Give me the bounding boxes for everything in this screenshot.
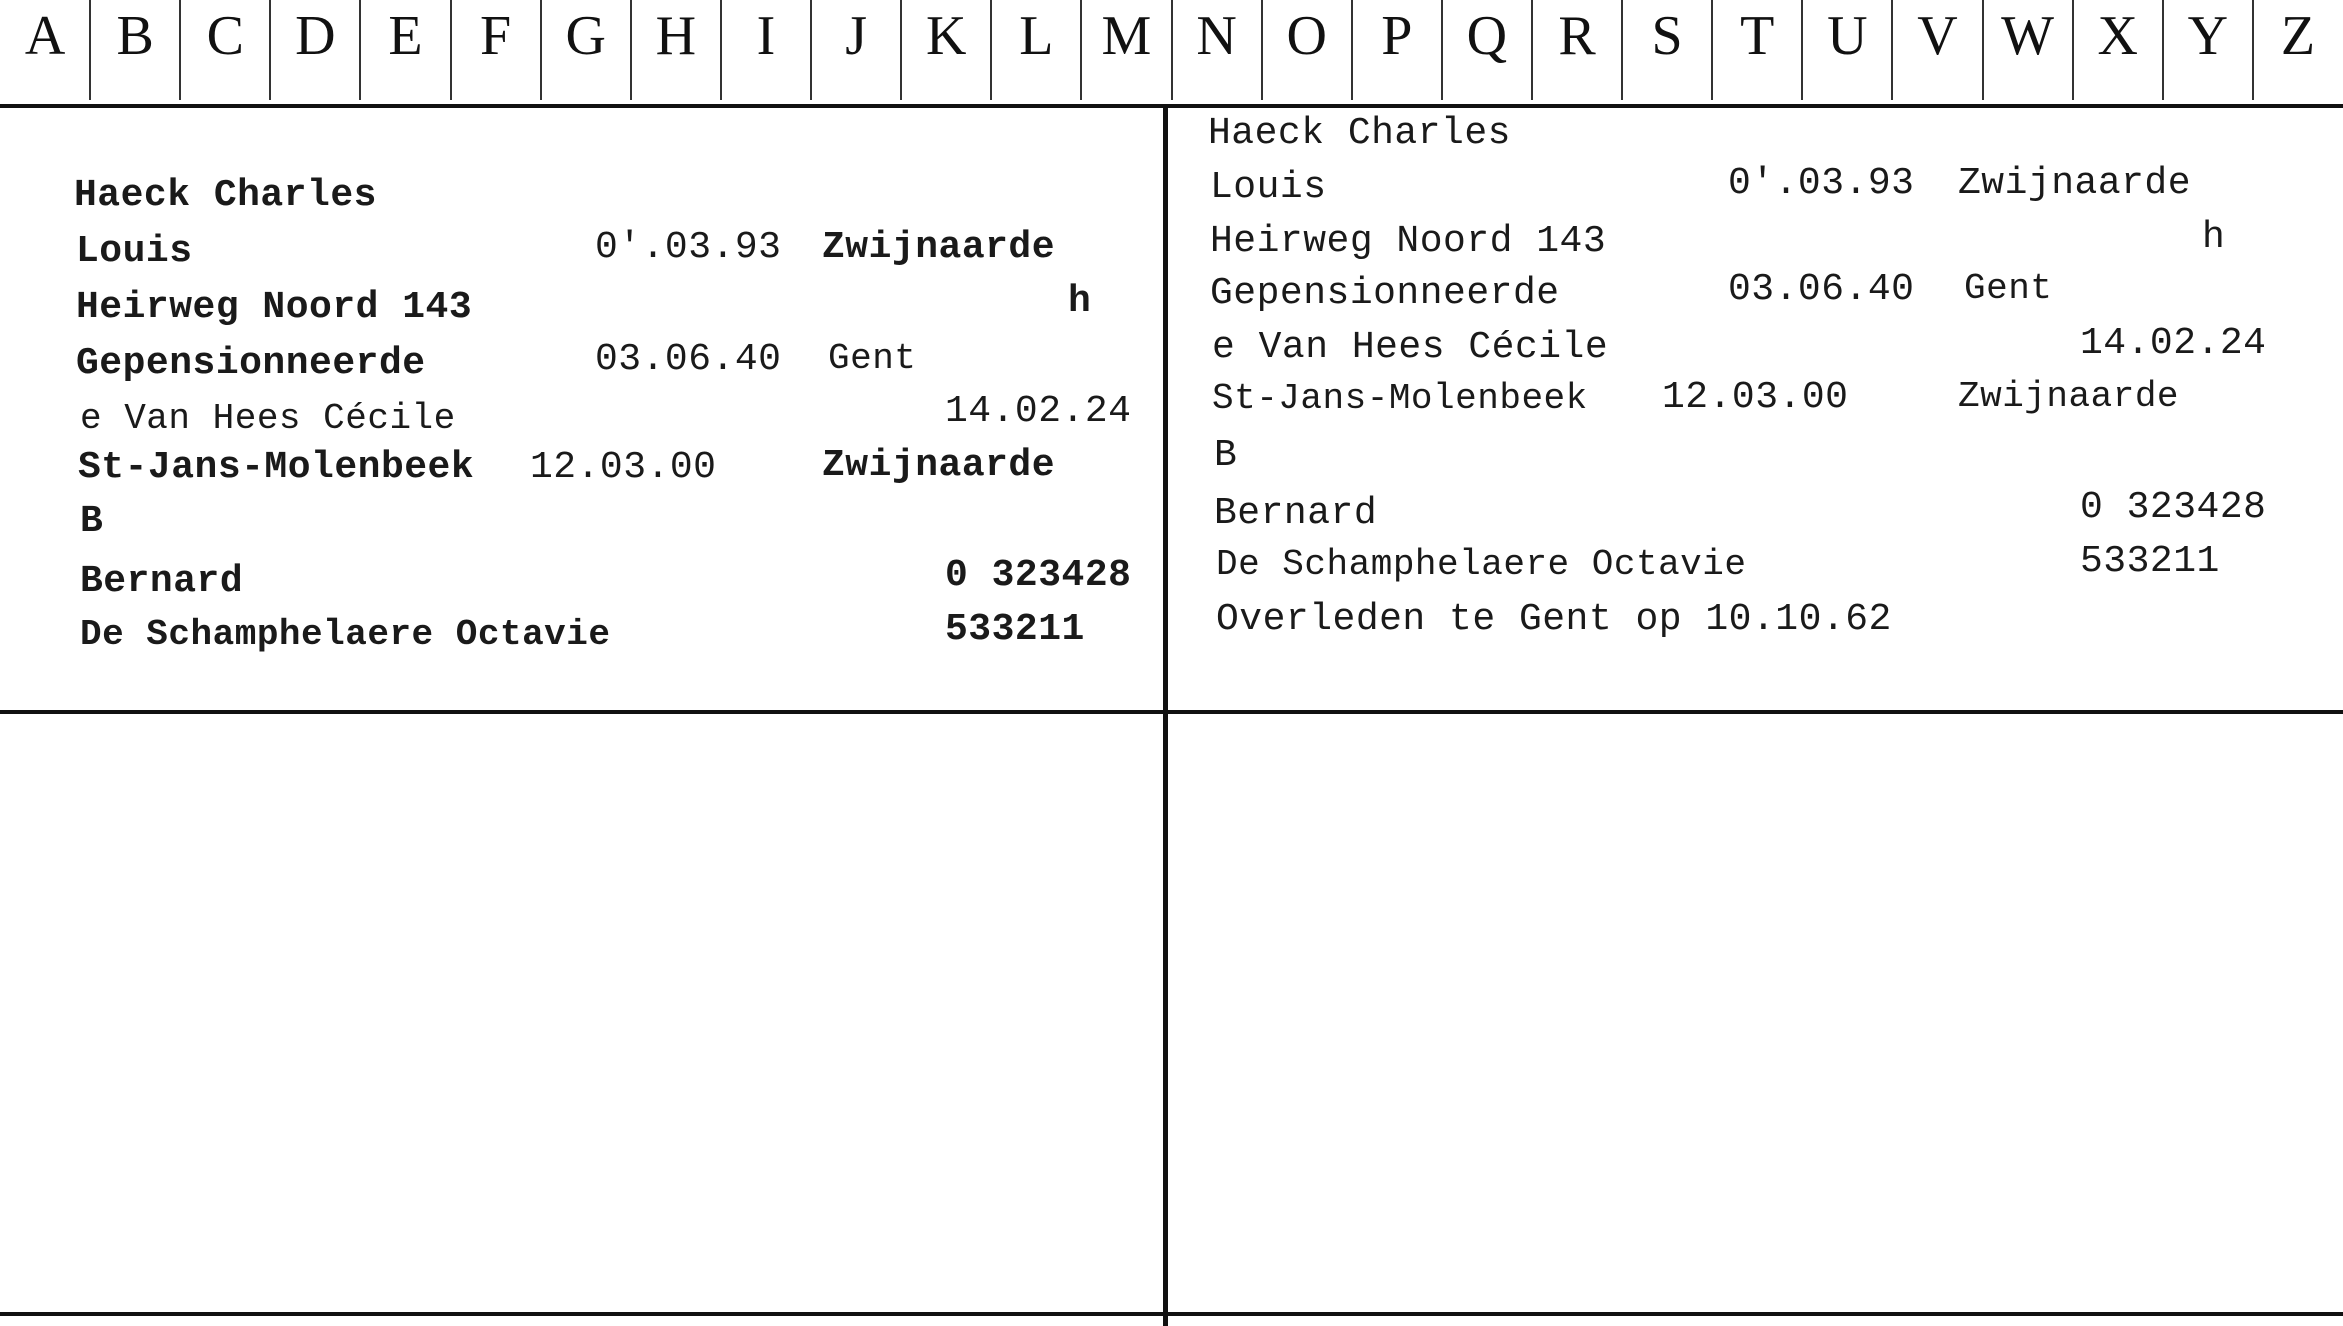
left-lower-empty-card: [0, 714, 1163, 1312]
right-occupation-date: 03.06.40: [1728, 268, 1915, 311]
right-bernard: Bernard: [1214, 492, 1378, 535]
left-bernard: Bernard: [80, 560, 244, 603]
index-letter-r: R: [1558, 5, 1596, 67]
index-letter-q: Q: [1466, 5, 1508, 67]
index-separator: [630, 0, 632, 100]
left-number-1: 0 323428: [945, 554, 1132, 597]
index-separator: [1621, 0, 1623, 100]
index-letter-w: W: [2001, 5, 2055, 67]
index-letter-z: Z: [2280, 5, 2316, 67]
right-spouse-birth-date: 12.03.00: [1662, 376, 1849, 419]
right-sex: h: [2202, 216, 2226, 259]
left-index-card: [0, 108, 1163, 713]
index-letter-e: E: [388, 5, 423, 67]
index-letter-o: O: [1286, 5, 1327, 67]
right-marriage-date: 14.02.24: [2080, 322, 2267, 365]
index-separator: [1711, 0, 1713, 100]
left-code-b: B: [80, 500, 104, 543]
right-occupation-place: Gent: [1964, 268, 2053, 309]
index-letter-t: T: [1740, 5, 1775, 67]
index-separator: [2252, 0, 2254, 100]
left-spouse-birth-date: 12.03.00: [530, 446, 717, 489]
right-spouse: e Van Hees Cécile: [1212, 326, 1609, 369]
index-separator: [1171, 0, 1173, 100]
right-mother: De Schamphelaere Octavie: [1216, 544, 1747, 585]
index-separator: [359, 0, 361, 100]
left-lower-bottom-rule: [0, 1312, 1163, 1316]
index-separator: [540, 0, 542, 100]
alphabet-index-strip: [0, 0, 2343, 108]
left-occupation-date: 03.06.40: [595, 338, 782, 381]
right-number-2: 533211: [2080, 540, 2220, 583]
left-occupation-place: Gent: [828, 338, 917, 379]
right-address: Heirweg Noord 143: [1210, 220, 1607, 263]
index-letter-c: C: [206, 5, 244, 67]
index-separator: [450, 0, 452, 100]
index-separator: [269, 0, 271, 100]
index-letter-y: Y: [2187, 5, 2229, 67]
index-separator: [1801, 0, 1803, 100]
index-letter-k: K: [925, 5, 967, 67]
index-letter-b: B: [116, 5, 154, 67]
index-separator: [1531, 0, 1533, 100]
index-separator: [810, 0, 812, 100]
index-letter-m: M: [1101, 5, 1152, 67]
left-address: Heirweg Noord 143: [76, 286, 473, 329]
left-birth-place: Zwijnaarde: [822, 226, 1056, 269]
right-first-name: Louis: [1210, 166, 1327, 209]
index-letter-v: V: [1917, 5, 1958, 67]
left-marriage-date: 14.02.24: [945, 390, 1132, 433]
index-letter-n: N: [1196, 5, 1237, 67]
index-separator: [1080, 0, 1082, 100]
right-name: Haeck Charles: [1208, 112, 1511, 155]
left-spouse: e Van Hees Cécile: [80, 398, 456, 439]
index-letter-h: H: [655, 5, 697, 67]
right-code-b: B: [1214, 434, 1238, 477]
index-letter-l: L: [1019, 5, 1054, 67]
index-separator: [2072, 0, 2074, 100]
index-separator: [2162, 0, 2164, 100]
right-number-1: 0 323428: [2080, 486, 2267, 529]
index-letter-g: G: [565, 5, 606, 67]
right-index-card: [1168, 108, 2343, 713]
left-birth-date: 0'.03.93: [595, 226, 782, 269]
right-spouse-birthplace: St-Jans-Molenbeek: [1212, 378, 1588, 419]
left-occupation: Gepensionneerde: [76, 342, 426, 385]
left-sex: h: [1068, 280, 1092, 323]
index-separator: [1982, 0, 1984, 100]
right-spouse-residence: Zwijnaarde: [1958, 376, 2180, 417]
left-spouse-birthplace: St-Jans-Molenbeek: [78, 446, 475, 489]
index-letter-j: J: [845, 5, 867, 67]
right-birth-place: Zwijnaarde: [1958, 162, 2192, 205]
right-lower-bottom-rule: [1168, 1312, 2343, 1316]
index-letter-u: U: [1827, 5, 1868, 67]
index-separator: [1891, 0, 1893, 100]
index-letter-a: A: [24, 5, 66, 67]
index-separator: [990, 0, 992, 100]
left-name: Haeck Charles: [74, 174, 377, 217]
index-separator: [720, 0, 722, 100]
right-birth-date: 0'.03.93: [1728, 162, 1915, 205]
index-letter-i: I: [756, 5, 776, 67]
index-separator: [1441, 0, 1443, 100]
right-lower-empty-card: [1168, 714, 2343, 1312]
index-letter-p: P: [1381, 5, 1413, 67]
index-letter-x: X: [2097, 5, 2138, 67]
index-separator: [89, 0, 91, 100]
left-spouse-residence: Zwijnaarde: [822, 444, 1056, 487]
index-separator: [900, 0, 902, 100]
index-letter-f: F: [480, 5, 512, 67]
left-number-2: 533211: [945, 608, 1085, 651]
index-separator: [1261, 0, 1263, 100]
index-letter-d: D: [295, 5, 336, 67]
index-separator: [1351, 0, 1353, 100]
right-death-note: Overleden te Gent op 10.10.62: [1216, 598, 1892, 641]
right-occupation: Gepensionneerde: [1210, 272, 1560, 315]
index-letter-s: S: [1651, 5, 1683, 67]
index-separator: [179, 0, 181, 100]
left-first-name: Louis: [76, 230, 193, 273]
left-mother: De Schamphelaere Octavie: [80, 614, 611, 655]
